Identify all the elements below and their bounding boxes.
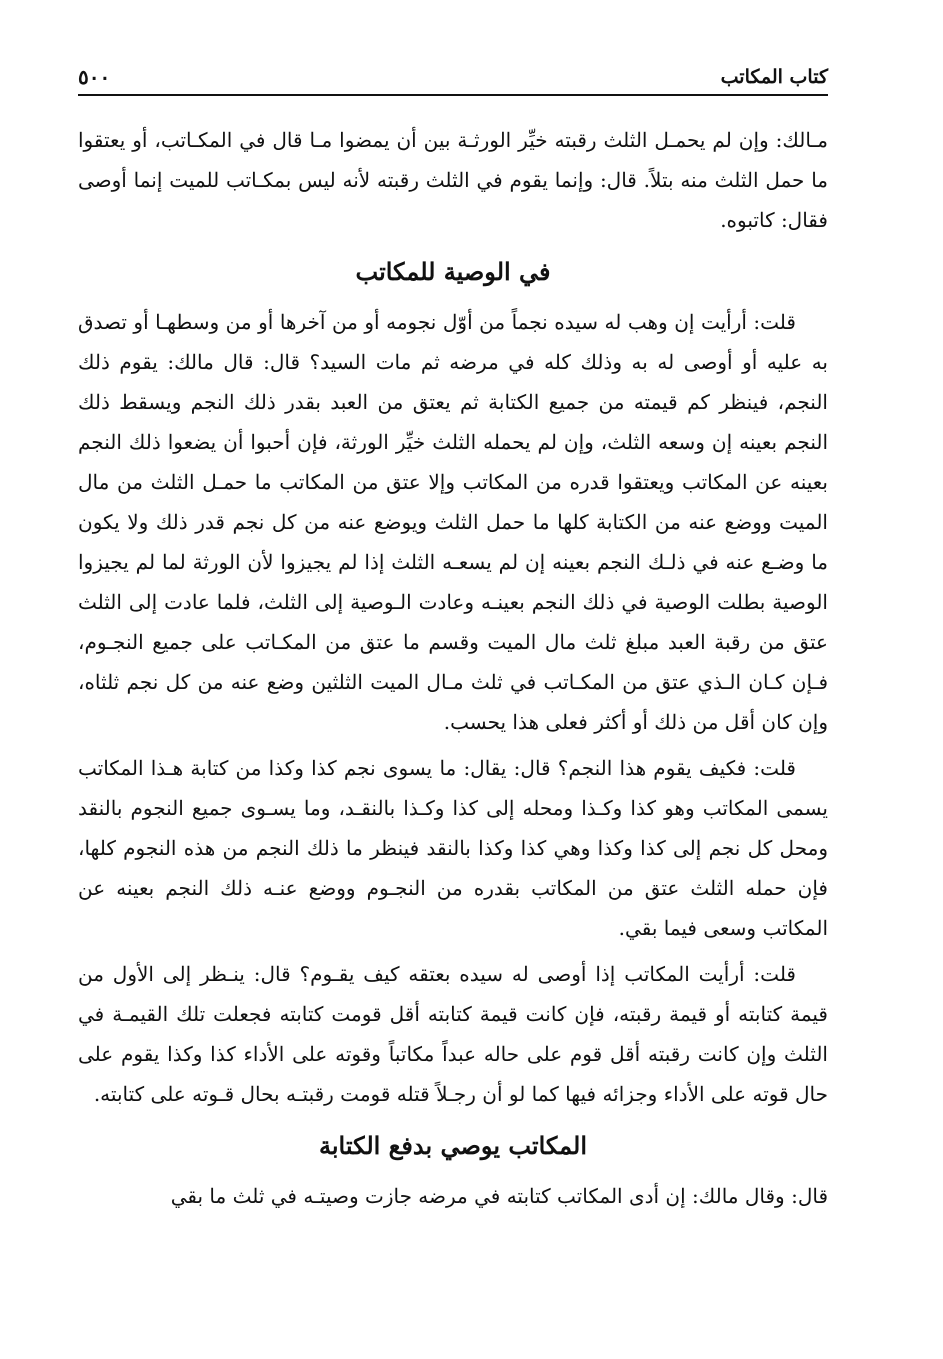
body-text [78,120,828,1216]
section-heading-bequest-to-mukatab: في الوصية للمكاتب [355,257,551,286]
paragraph-star-valuation: قلت: فكيف يقوم هذا النجم؟ قال: يقال: ما يسوى نجم كذا وكذا من كتابة هـذا المكاتب يسمى المكاتب وهو كذا وكـذا ومحله إلى كذا وكـذا بالنقـد، وما يسـوى جميع النجوم بالنقد ومحل كل نجم إلى كذا وكذا وهي كذا وكذا بالنقد فينظر ما ذلك النجم من هذه النجوم كلها، فإن حمله الثلث عتق من المكاتب بقدره من النجـوم ووضع عنـه ذلك النجم بعينه عن المكاتب وسعى فيما بقي. [78,756,829,940]
intro-paragraph: مـالك: وإن لم يحمـل الثلث رقبته خيِّر الورثـة بين أن يمضوا مـا قال في المكـاتب، أو يعتقوا ما حمل الثلث منه بتلاً. قال: وإنما يقوم في الثلث رقبته لأنه ليس بمكـاتب للميت إنما أوصى فقال: كاتبوه. [78,128,828,232]
running-header [78,64,828,96]
paragraph-mukatab-pays-in-illness: قال: وقال مالك: إن أدى المكاتب كتابته في مرضه جازت وصيتـه في ثلث ما بقي [170,1184,828,1208]
page-number: ٥٠٠ [78,65,111,89]
book-title: كتاب المكاتب [720,66,828,88]
section-heading-mukatab-bequeaths-payment: المكاتب يوصي بدفع الكتابة [318,1131,588,1160]
document-page [78,64,828,1222]
paragraph-bequest-star: قلت: أرأيت إن وهب له سيده نجماً من أوّل نجومه أو من آخرها أو من وسطهـا أو تصدق به عليه أو أوصى له به وذلك كله في مرضه ثم مات السيد؟ قال: قال مالك: يقوم ذلك النجم، فينظر كم قيمته من جميع الكتابة ثم يعتق من العبد بقدر ذلك النجم ويسقط ذلك النجم بعينه إن وسعه الثلث، وإن لم يحمله الثلث خيِّر الورثة، فإن أحبوا أن يضعوا ذلك النجم بعينه عن المكاتب ويعتقوا قدره من المكاتب وإلا عتق من المكاتب ما حمـل الثلث من مال الميت ووضع عنه من الكتابة كلها ما حمل الثلث ويوضع عنه من كل نجم قدر ذلك ولا يكون ما وضـع عنه في ذلـك النجم بعينه إن لم يسعـه الثلث إذا لم يجيزوا لأن الورثة لما لم يجيزوا الوصية بطلت الوصية في ذلك النجم بعينـه وعادت الـوصية إلى الثلث، فلما عادت إلى الثلث عتق من رقبة العبد مبلغ ثلث مال الميت وقسم ما عتق من المكـاتب على جميع النجـوم، فـإن كـان الـذي عتق من المكـاتب في ثلث مـال الميت الثلثين وضع عنه من كل نجم ثلثاه، وإن كان أقل من ذلك أو أكثر فعلى هذا يحسب. [78,310,829,734]
paragraph-manumission-valuation: قلت: أرأيت المكاتب إذا أوصى له سيده بعتقه كيف يقـوم؟ قال: ينـظر إلى الأول من قيمة كتابته أو قيمة رقبته، فإن كانت قيمة كتابته أقل قومت كتابته فجعلت تلك القيمـة في الثلث وإن كانت رقبته أقل قوم على حاله عبداً مكاتباً وقوته على الأداء كذا وكذا يقوم على حال قوته على الأداء وجزائه فيها كما لو أن رجـلاً قتله قومت رقبتـه بحال قـوته على كتابته. [78,962,828,1106]
